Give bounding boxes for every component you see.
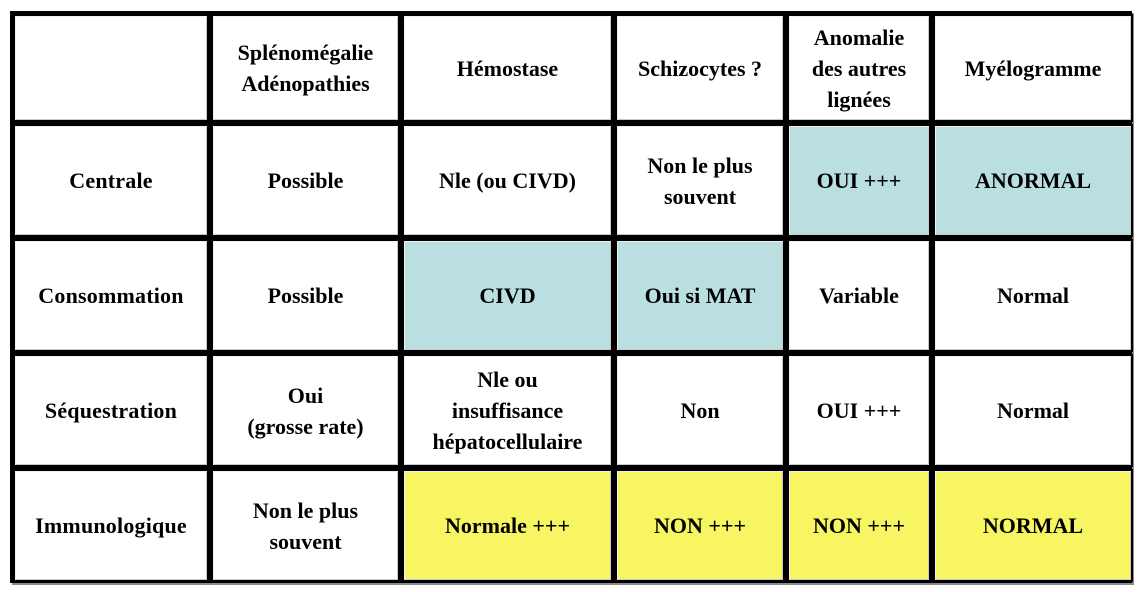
table-cell-highlighted: OUI +++ <box>787 124 931 237</box>
row-label-sequestration: Séquestration <box>13 354 209 467</box>
table-cell: Nle ou insuffisance hépatocellulaire <box>402 354 613 467</box>
table-cell: Oui (grosse rate) <box>211 354 400 467</box>
table-cell-highlighted: Normale +++ <box>402 469 613 582</box>
table-cell-highlighted: Oui si MAT <box>615 239 785 352</box>
comparison-table <box>10 11 1132 583</box>
table-cell: Nle (ou CIVD) <box>402 124 613 237</box>
header-myelogramme: Myélogramme <box>933 14 1133 122</box>
table-cell: OUI +++ <box>787 354 931 467</box>
header-schizocytes: Schizocytes ? <box>615 14 785 122</box>
row-label-centrale: Centrale <box>13 124 209 237</box>
table-cell: Variable <box>787 239 931 352</box>
table-cell: Non le plus souvent <box>211 469 400 582</box>
header-splenomegalie: Splénomégalie Adénopathies <box>211 14 400 122</box>
table-cell: Non <box>615 354 785 467</box>
table-cell-highlighted: NORMAL <box>933 469 1133 582</box>
table-cell: Non le plus souvent <box>615 124 785 237</box>
table-cell: Normal <box>933 239 1133 352</box>
table-cell-highlighted: NON +++ <box>615 469 785 582</box>
header-anomalie-lignees: Anomalie des autres lignées <box>787 14 931 122</box>
table-cell-highlighted: CIVD <box>402 239 613 352</box>
table-cell: Normal <box>933 354 1133 467</box>
header-hemostase: Hémostase <box>402 14 613 122</box>
table-cell-highlighted: NON +++ <box>787 469 931 582</box>
table-cell: Possible <box>211 124 400 237</box>
table-cell-highlighted: ANORMAL <box>933 124 1133 237</box>
table-cell: Possible <box>211 239 400 352</box>
header-corner-cell <box>13 14 209 122</box>
row-label-immunologique: Immunologique <box>13 469 209 582</box>
row-label-consommation: Consommation <box>13 239 209 352</box>
